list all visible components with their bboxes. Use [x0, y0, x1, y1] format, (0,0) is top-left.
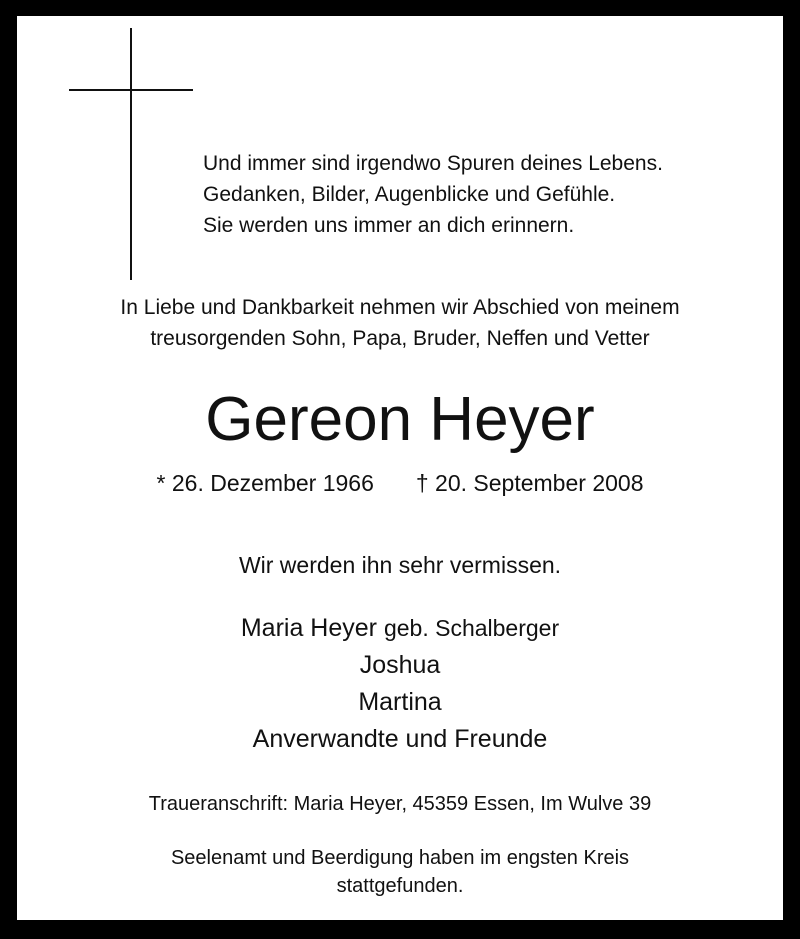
mourner-name: Joshua: [359, 651, 441, 679]
intro-text: [17, 292, 783, 354]
mourner-name: Anverwandte und Freunde: [252, 725, 548, 753]
service-line: stattgefunden.: [336, 875, 464, 897]
obituary-notice: [17, 16, 783, 920]
cross-icon: [130, 28, 132, 280]
intro-line: In Liebe und Dankbarkeit nehmen wir Abschied von meinem: [120, 296, 680, 319]
cross-icon-crossbar: [69, 89, 193, 91]
verse-line: Gedanken, Bilder, Augenblicke und Gefühle.: [203, 183, 616, 206]
mourner-primary-name: Maria Heyer: [240, 614, 377, 642]
death-date: † 20. September 2008: [415, 470, 644, 496]
mourners-list: [17, 610, 783, 758]
deceased-name: Gereon Heyer: [205, 385, 595, 454]
service-line: Seelenamt und Beerdigung haben im engsten Kreis: [170, 847, 630, 869]
mourning-address: Traueranschrift: Maria Heyer, 45359 Essen, Im Wulve 39: [148, 793, 652, 815]
service-note: [17, 844, 783, 900]
mourner-primary-maiden-name: geb. Schalberger: [383, 615, 560, 641]
memorial-verse: [203, 148, 773, 241]
intro-line: treusorgenden Sohn, Papa, Bruder, Neffen und Vetter: [150, 327, 650, 350]
mourner-primary: [17, 610, 783, 647]
farewell-message: Wir werden ihn sehr vermissen.: [238, 552, 562, 578]
life-dates: [17, 468, 783, 498]
mourner-name: Martina: [358, 688, 442, 716]
verse-line: Sie werden uns immer an dich erinnern.: [203, 214, 575, 237]
verse-line: Und immer sind irgendwo Spuren deines Lebens.: [203, 152, 663, 175]
birth-date: * 26. Dezember 1966: [156, 470, 374, 496]
